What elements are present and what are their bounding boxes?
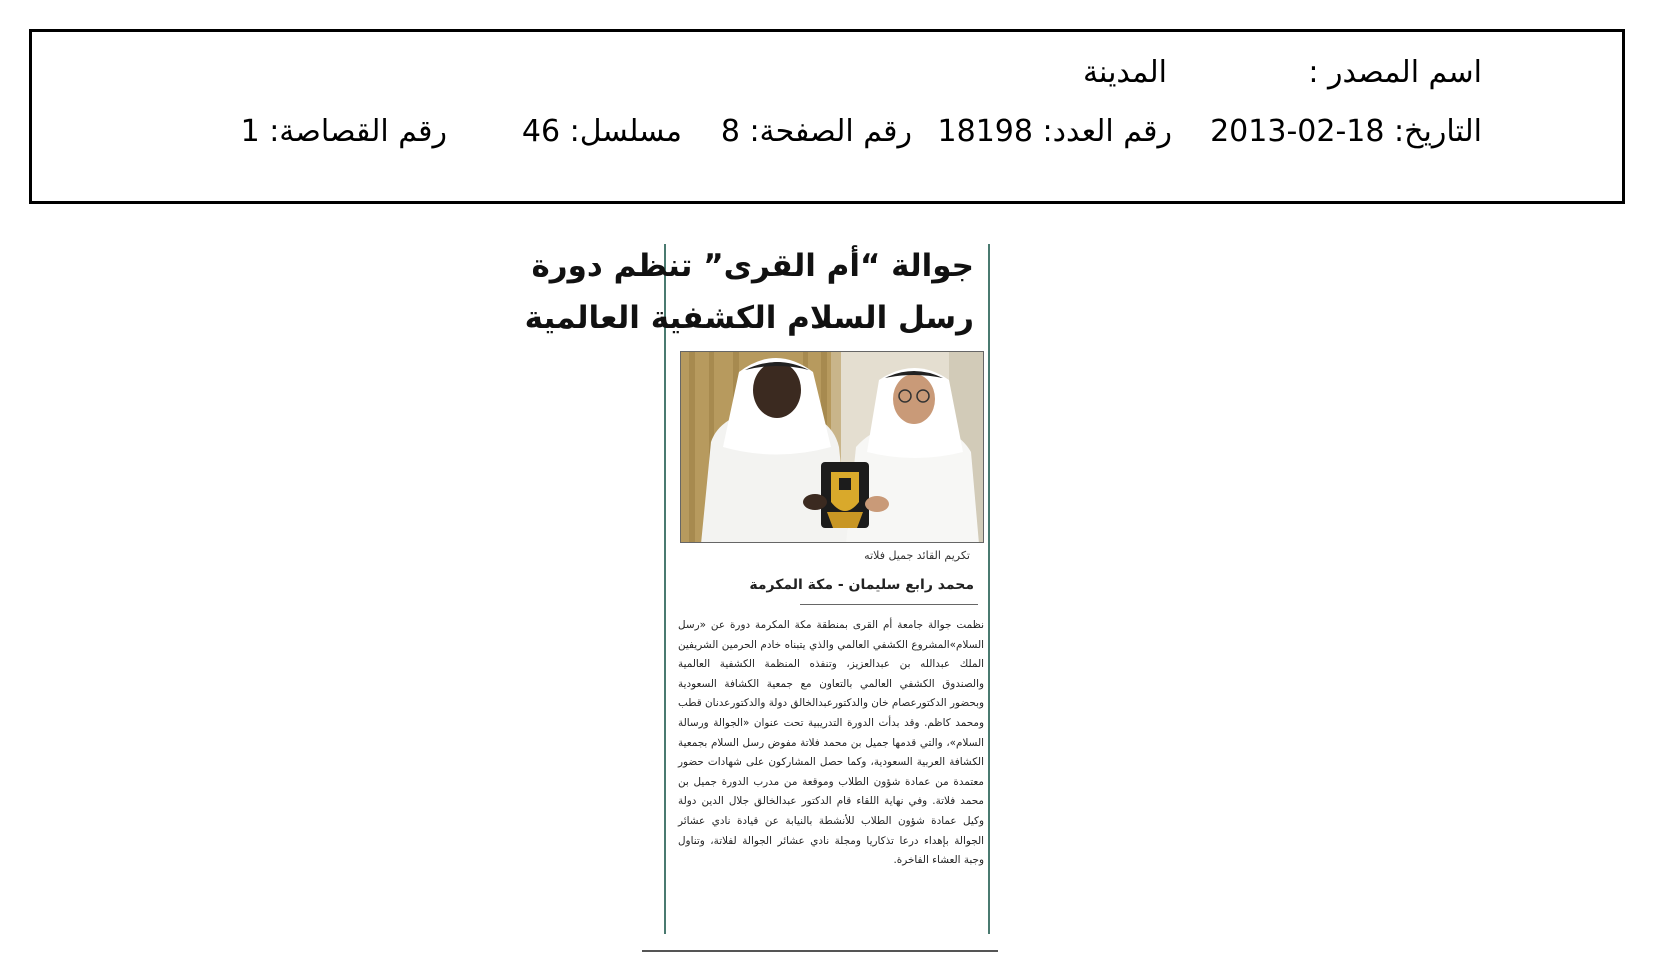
article-body: نظمت جوالة جامعة أم القرى بمنطقة مكة المكرمة دورة عن «رسل السلام»المشروع الكشفي العالمي والذي يتبناه خادم الحرمين الشريفين الملك عبدالله بن عبدالعزيز، وتنفذه المنظمة الكشفية العالمية والصندوق الكشفي العالمي بالتعاون مع جمعية الكشافة السعودية وبحضور الدكتورعصام خان والدكتورعبدالخالق دولة والدكتورعدنان قطب ومحمد كاظم. وقد بدأت الدورة التدريبية تحت عنوان «الجوالة ورسالة السلام»، والتي قدمها جميل بن محمد فلاتة مفوض رسل السلام بجمعية الكشافة العربية السعودية، وكما حصل المشاركون على شهادات حضور معتمدة من عمادة شؤون الطلاب وموقعة من مدرب الدورة جميل بن محمد فلاتة. وفي نهاية اللقاء قام الدكتور عبدالخالق جلال الدين دولة وكيل عمادة شؤون الطلاب للأنشطة بالنيابة عن قيادة نادي عشائر الجوالة بإهداء درعا تذكاريا ومجلة نادي عشائر الجوالة لفلاتة، وتناول وجبة العشاء الفاخرة. — [678, 619, 984, 867]
source-value: المدينة — [1082, 55, 1167, 90]
article-byline: محمد رابع سليمان - مكة المكرمة — [749, 577, 974, 593]
date-field: التاريخ: 18-02-2013 — [1210, 114, 1482, 149]
headline-line-1: جوالة “أم القرى” تنظم دورة — [531, 248, 974, 284]
issue-number: رقم العدد: 18198 — [937, 114, 1172, 149]
article-photo — [680, 351, 984, 543]
page-number: رقم الصفحة: 8 — [720, 114, 912, 149]
byline-rule — [800, 604, 978, 605]
newspaper-clipping — [524, 244, 990, 944]
clip-number: رقم القصاصة: 1 — [240, 114, 447, 149]
column-rule-right — [988, 244, 990, 934]
photo-illustration — [681, 352, 984, 543]
article-headline — [524, 240, 974, 344]
source-label: اسم المصدر : — [1308, 55, 1482, 90]
photo-caption: تكريم القائد جميل فلاته — [864, 549, 970, 562]
column-rule-left — [664, 244, 666, 934]
header-box — [29, 29, 1625, 204]
serial-number: مسلسل: 46 — [521, 114, 682, 149]
headline-line-2: رسل السلام الكشفية العالمية — [524, 300, 974, 336]
clipping-bottom-rule — [642, 950, 998, 952]
